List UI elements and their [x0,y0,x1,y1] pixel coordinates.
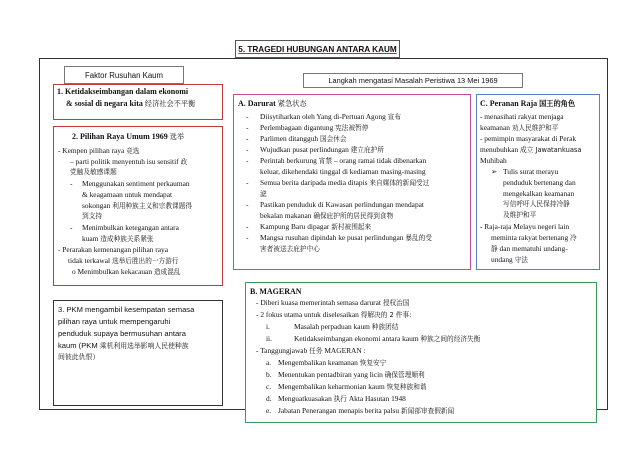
pilihan-b2b: tidak terkawal 选举后胜出的一方游行 [68,256,179,265]
dash-bullet: - [246,156,249,165]
dash-bullet: - [246,112,249,121]
pilihan-b1-sub3a: Menimbulkan ketegangan antara [82,223,179,232]
mageran-r1-num: i. [266,322,270,331]
darurat-item: - Perlembagaan digantung 宪法被暂停 [246,123,369,132]
darurat-item: - Parlimen ditangguh 国会休会 [246,134,347,143]
pkm-line1: 3. PKM mengambil kesempatan semasa [58,305,195,314]
page-title: 5. TRAGEDI HUBUNGAN ANTARA KAUM [235,40,400,58]
darurat-item: - Wujudkan pusat perlindungan 建立庇护所 [246,145,384,154]
darurat-item: - Diisytiharkan oleh Yang di-Pertuan Agong 宣布 [246,112,402,121]
pilihan-b1: - Kempen pilihan raya 竞选 [58,146,140,155]
peranan-l8: 静 dan mematuhi undang- [491,244,568,253]
darurat-heading: A. Darurat 紧急状态 [238,99,307,108]
pilihan-b1-sub1b: 党触及敏感课题 [70,168,117,176]
pilihan-b1-sub3b: kuam 造成种族关系紧张 [82,234,154,243]
left-header: Faktor Rusuhan Kaum [64,66,184,84]
mageran-d3: - Tanggungjawab 任务 MAGERAN : [256,346,366,355]
pilihan-b1-sub2c: sokongan 利用种族主义和宗教课题得 [82,201,193,210]
mageran-box [245,282,597,423]
mageran-item: a. Mengembalikan keamanan 恢复安宁 [266,358,387,367]
darurat-item: - Kampung Baru dipagar 新村被围起来 [246,222,372,231]
mageran-item: c. Mengembalikan keharmonian kaum 恢复种族和谐 [266,382,427,391]
pkm-line3: penduduk supaya bermusuhan antara [58,329,186,338]
peranan-l7: meminta rakyat bertenang 冷 [491,233,577,242]
darurat-item: - Perintah berkurung 宵禁 – orang ramai tidak dibenarkan [246,156,427,165]
mageran-r2: Ketidakseimbangan ekonomi antara kaum 种族之间的经济失衡 [294,334,481,343]
pkm-line4: kaum (PKM 乘机利用选举影响人民使种族 [58,341,189,350]
pkm-line5: 间彼此仇恨） [58,353,100,361]
pilihan-b2-sub1: o Menimbulkan kekacauan 造成混乱 [72,267,181,276]
dash-bullet: - [246,123,249,132]
peranan-l3: - pemimpin masyarakat di Perak [480,134,577,143]
darurat-item: - Mangsa rusuhan dipindah ke pusat perlindungan 暴乱的受 [246,233,432,242]
peranan-box [476,94,600,270]
darurat-item: 害者被送去庇护中心 [260,245,320,253]
pilihan-b1-sub1a: – parti politik menyentuh isu sensitif 政 [70,157,188,166]
mageran-d1: - Diberi kuasa memerintah semasa darurat 授权治国 [256,298,410,307]
peranan-s2: penduduk bertenang dan [503,178,576,187]
factor-pkm-box [53,300,223,406]
mageran-r2-num: ii. [266,334,272,343]
darurat-box [233,94,471,270]
mageran-heading: B. MAGERAN [250,287,302,296]
mageran-item: b. Menentukan pentadbiran yang licin 确保管理顺利 [266,370,425,379]
pkm-line2: pilihan raya untuk mempengaruhi [58,317,171,326]
dash-bullet: - [70,179,73,188]
dash-bullet: - [70,223,73,232]
mageran-r1: Masalah perpaduan kaum 种族团结 [294,322,399,331]
peranan-l2: keamanan 劝人民维护和平 [480,123,559,132]
pilihan-b1-sub2b: & keagamaan untuk mendapat [82,190,173,199]
mageran-item: e. Jabatan Penerangan menapis berita palsu 新闻部审查假新闻 [266,406,455,415]
pilihan-heading: 2. Pilihan Raya Umum 1969 选举 [72,132,185,141]
mageran-d2: - 2 fokus utama untuk diselesaikan 得解决的 2 件事: [256,310,412,319]
darurat-item: - Semua berita daripada media ditapis 来自媒体的新闻受过 [246,178,430,187]
pilihan-b1-sub2d: 到支持 [82,212,103,220]
peranan-l5: Muhibah [480,156,507,165]
factor-economy-box [53,84,223,120]
dash-bullet: - [246,200,249,209]
darurat-item: - Pastikan penduduk di Kawasan perlindungan mendapat [246,200,424,209]
pilihan-b1-sub2a: Menggunakan sentiment perkauman [82,179,190,188]
darurat-item: 滤 [260,190,267,198]
darurat-item: keluar, dikehendaki tinggal di kediaman masing-masing [260,167,426,176]
peranan-s1: Tulis surat merayu [503,167,559,176]
dash-bullet: - [246,134,249,143]
dash-bullet: - [246,178,249,187]
dash-bullet: - [246,145,249,154]
factor1-line2: & sosial di negara kita 经济社会不平衡 [66,99,196,108]
peranan-l9: undang 守法 [491,255,528,264]
arrow-bullet-icon: ➢ [491,167,498,176]
dash-bullet: - [246,233,249,242]
peranan-s5: 及维护和平 [503,211,537,219]
peranan-s3: mengekalkan keamanan [503,189,575,198]
peranan-l4: menubuhkan 成立 Jawatankuasa [480,145,582,154]
peranan-l1: - menasihati rakyat menjaga [480,112,564,121]
factor-election-box [53,126,223,286]
factor1-line1: 1. Ketidakseimbangan dalam ekonomi [57,87,189,96]
pilihan-b2a: - Perarakan kemenangan pilihan raya [58,245,168,254]
dash-bullet: - [246,222,249,231]
peranan-heading: C. Peranan Raja 国王的角色 [480,99,576,108]
darurat-item: bekalan makanan 确保庇护所的居民得到食物 [260,211,394,220]
mageran-item: d. Menguatkuasakan 执行 Akta Hasutan 1948 [266,394,406,403]
peranan-l6: - Raja-raja Melayu negeri lain [480,222,570,231]
peranan-s4: 写信呼吁人民保持冷静 [503,200,570,208]
right-header: Langkah mengatasi Masalah Peristiwa 13 Mei 1969 [303,73,523,88]
